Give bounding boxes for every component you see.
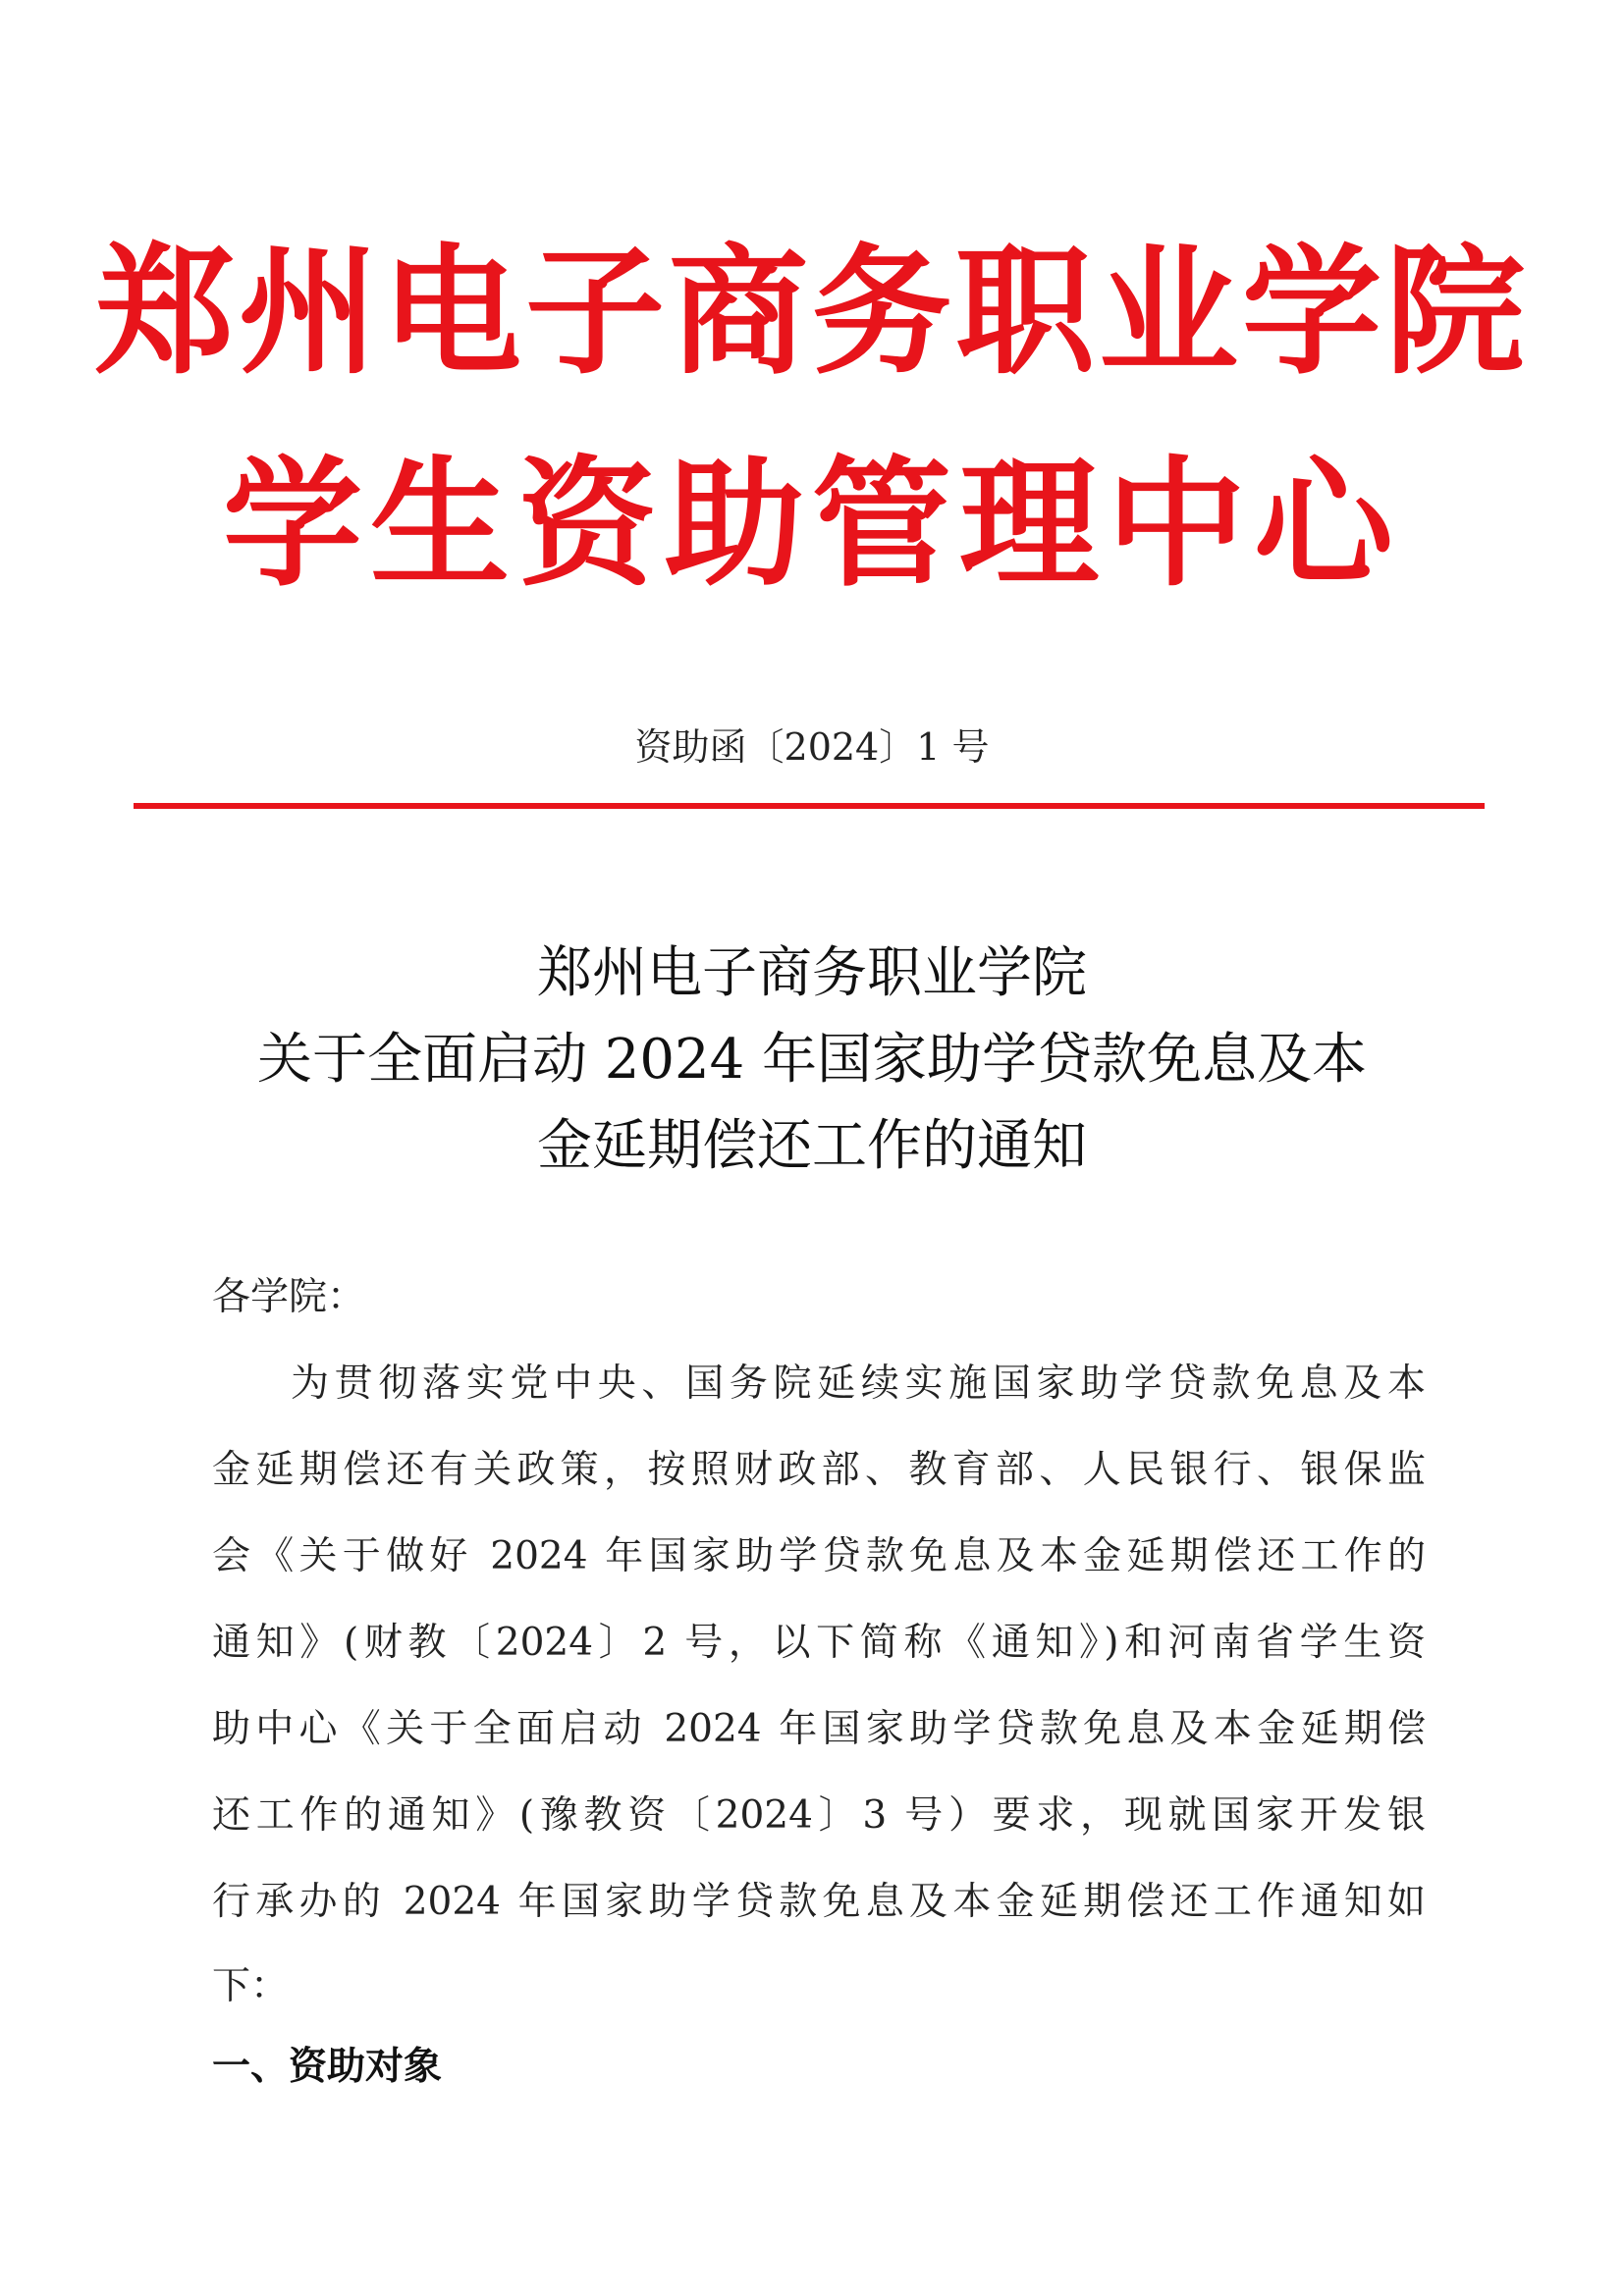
masthead-org-name: 郑州电子商务职业学院 [95, 232, 1529, 394]
paragraph-line: 为贯彻落实党中央、国务院延续实施国家助学贷款免息及本 [291, 1362, 1426, 1406]
salutation: 各学院： [212, 1275, 366, 1319]
paragraph-line: 下： [212, 1964, 290, 2008]
paragraph-line: 行承办的 2024 年国家助学贷款免息及本金延期偿还工作通知如 [212, 1880, 1426, 1924]
paragraph-line: 助中心《关于全面启动 2024 年国家助学贷款免息及本金延期偿 [212, 1707, 1426, 1751]
paragraph-line: 金延期偿还有关政策，按照财政部、教育部、人民银行、银保监 [212, 1448, 1426, 1492]
document-title-line-2: 关于全面启动 2024 年国家助学贷款免息及本 [256, 1028, 1368, 1092]
paragraph-line: 通知》(财教〔2024〕2 号，以下简称《通知》)和河南省学生资 [212, 1621, 1426, 1665]
paragraph-line: 会《关于做好 2024 年国家助学贷款免息及本金延期偿还工作的 [212, 1534, 1426, 1578]
masthead-department-name: 学生资助管理中心 [223, 444, 1401, 606]
document-title-line-1: 郑州电子商务职业学院 [537, 941, 1087, 1005]
paragraph-line: 还工作的通知》(豫教资〔2024〕3 号）要求，现就国家开发银 [212, 1793, 1426, 1838]
document-title-line-3: 金延期偿还工作的通知 [537, 1114, 1087, 1178]
red-divider-rule [134, 803, 1485, 809]
document-number: 资助函〔2024〕1 号 [634, 725, 990, 769]
section-heading: 一、资助对象 [212, 2045, 443, 2089]
